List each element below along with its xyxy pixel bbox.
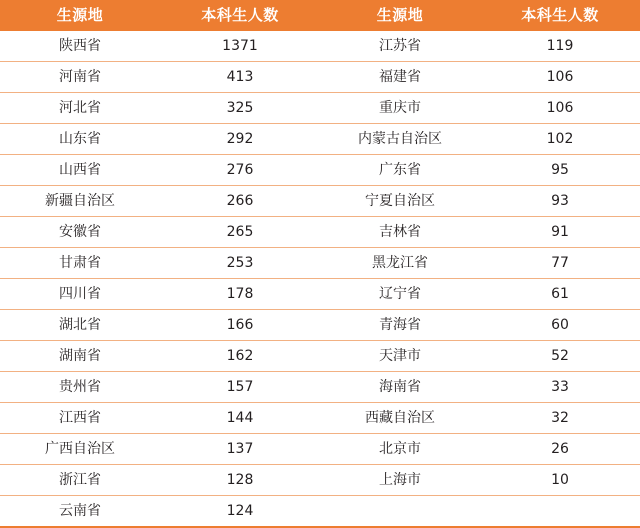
cell-source-province: 河北省 xyxy=(0,93,160,124)
cell-undergrad-count: 33 xyxy=(480,372,640,403)
table-row xyxy=(0,31,640,62)
cell-undergrad-count: 266 xyxy=(160,186,320,217)
cell-source-province: 四川省 xyxy=(0,279,160,310)
cell-undergrad-count: 1371 xyxy=(160,31,320,62)
cell-undergrad-count xyxy=(480,496,640,528)
cell-undergrad-count: 95 xyxy=(480,155,640,186)
cell-undergrad-count: 162 xyxy=(160,341,320,372)
cell-source-province: 福建省 xyxy=(320,62,480,93)
cell-source-province: 河南省 xyxy=(0,62,160,93)
table-header-row xyxy=(0,0,640,31)
cell-undergrad-count: 10 xyxy=(480,465,640,496)
table-row xyxy=(0,155,640,186)
cell-source-province: 上海市 xyxy=(320,465,480,496)
cell-undergrad-count: 106 xyxy=(480,93,640,124)
cell-source-province: 江苏省 xyxy=(320,31,480,62)
cell-source-province: 海南省 xyxy=(320,372,480,403)
table-row xyxy=(0,217,640,248)
cell-source-province: 青海省 xyxy=(320,310,480,341)
cell-source-province: 黑龙江省 xyxy=(320,248,480,279)
cell-source-province: 甘肃省 xyxy=(0,248,160,279)
cell-undergrad-count: 60 xyxy=(480,310,640,341)
cell-undergrad-count: 276 xyxy=(160,155,320,186)
cell-source-province xyxy=(320,496,480,528)
cell-source-province: 辽宁省 xyxy=(320,279,480,310)
column-header-undergrad-count-left: 本科生人数 xyxy=(160,0,320,31)
table-row xyxy=(0,248,640,279)
table-row xyxy=(0,372,640,403)
cell-source-province: 湖南省 xyxy=(0,341,160,372)
cell-undergrad-count: 253 xyxy=(160,248,320,279)
cell-source-province: 天津市 xyxy=(320,341,480,372)
cell-undergrad-count: 52 xyxy=(480,341,640,372)
cell-source-province: 宁夏自治区 xyxy=(320,186,480,217)
table-row xyxy=(0,434,640,465)
table-row xyxy=(0,93,640,124)
table-row xyxy=(0,186,640,217)
cell-source-province: 陕西省 xyxy=(0,31,160,62)
cell-undergrad-count: 32 xyxy=(480,403,640,434)
cell-source-province: 西藏自治区 xyxy=(320,403,480,434)
table-row xyxy=(0,496,640,528)
cell-undergrad-count: 137 xyxy=(160,434,320,465)
cell-undergrad-count: 93 xyxy=(480,186,640,217)
cell-undergrad-count: 61 xyxy=(480,279,640,310)
cell-source-province: 湖北省 xyxy=(0,310,160,341)
cell-source-province: 安徽省 xyxy=(0,217,160,248)
cell-source-province: 山东省 xyxy=(0,124,160,155)
table-row xyxy=(0,403,640,434)
cell-source-province: 广东省 xyxy=(320,155,480,186)
cell-undergrad-count: 91 xyxy=(480,217,640,248)
table-row xyxy=(0,341,640,372)
cell-undergrad-count: 178 xyxy=(160,279,320,310)
cell-undergrad-count: 265 xyxy=(160,217,320,248)
cell-undergrad-count: 77 xyxy=(480,248,640,279)
table-row xyxy=(0,279,640,310)
cell-undergrad-count: 325 xyxy=(160,93,320,124)
table-header xyxy=(0,0,640,31)
cell-undergrad-count: 413 xyxy=(160,62,320,93)
table-row xyxy=(0,124,640,155)
cell-undergrad-count: 124 xyxy=(160,496,320,528)
cell-undergrad-count: 166 xyxy=(160,310,320,341)
cell-undergrad-count: 106 xyxy=(480,62,640,93)
column-header-undergrad-count-right: 本科生人数 xyxy=(480,0,640,31)
table-row xyxy=(0,310,640,341)
cell-source-province: 广西自治区 xyxy=(0,434,160,465)
cell-source-province: 贵州省 xyxy=(0,372,160,403)
cell-undergrad-count: 26 xyxy=(480,434,640,465)
cell-source-province: 山西省 xyxy=(0,155,160,186)
cell-undergrad-count: 102 xyxy=(480,124,640,155)
cell-source-province: 江西省 xyxy=(0,403,160,434)
cell-undergrad-count: 119 xyxy=(480,31,640,62)
cell-undergrad-count: 157 xyxy=(160,372,320,403)
cell-source-province: 北京市 xyxy=(320,434,480,465)
column-header-source-province-right: 生源地 xyxy=(320,0,480,31)
cell-source-province: 吉林省 xyxy=(320,217,480,248)
cell-source-province: 浙江省 xyxy=(0,465,160,496)
table-row xyxy=(0,465,640,496)
cell-source-province: 云南省 xyxy=(0,496,160,528)
table-body xyxy=(0,31,640,527)
cell-undergrad-count: 128 xyxy=(160,465,320,496)
cell-source-province: 重庆市 xyxy=(320,93,480,124)
cell-undergrad-count: 292 xyxy=(160,124,320,155)
cell-source-province: 内蒙古自治区 xyxy=(320,124,480,155)
column-header-source-province-left: 生源地 xyxy=(0,0,160,31)
cell-undergrad-count: 144 xyxy=(160,403,320,434)
table-row xyxy=(0,62,640,93)
cell-source-province: 新疆自治区 xyxy=(0,186,160,217)
